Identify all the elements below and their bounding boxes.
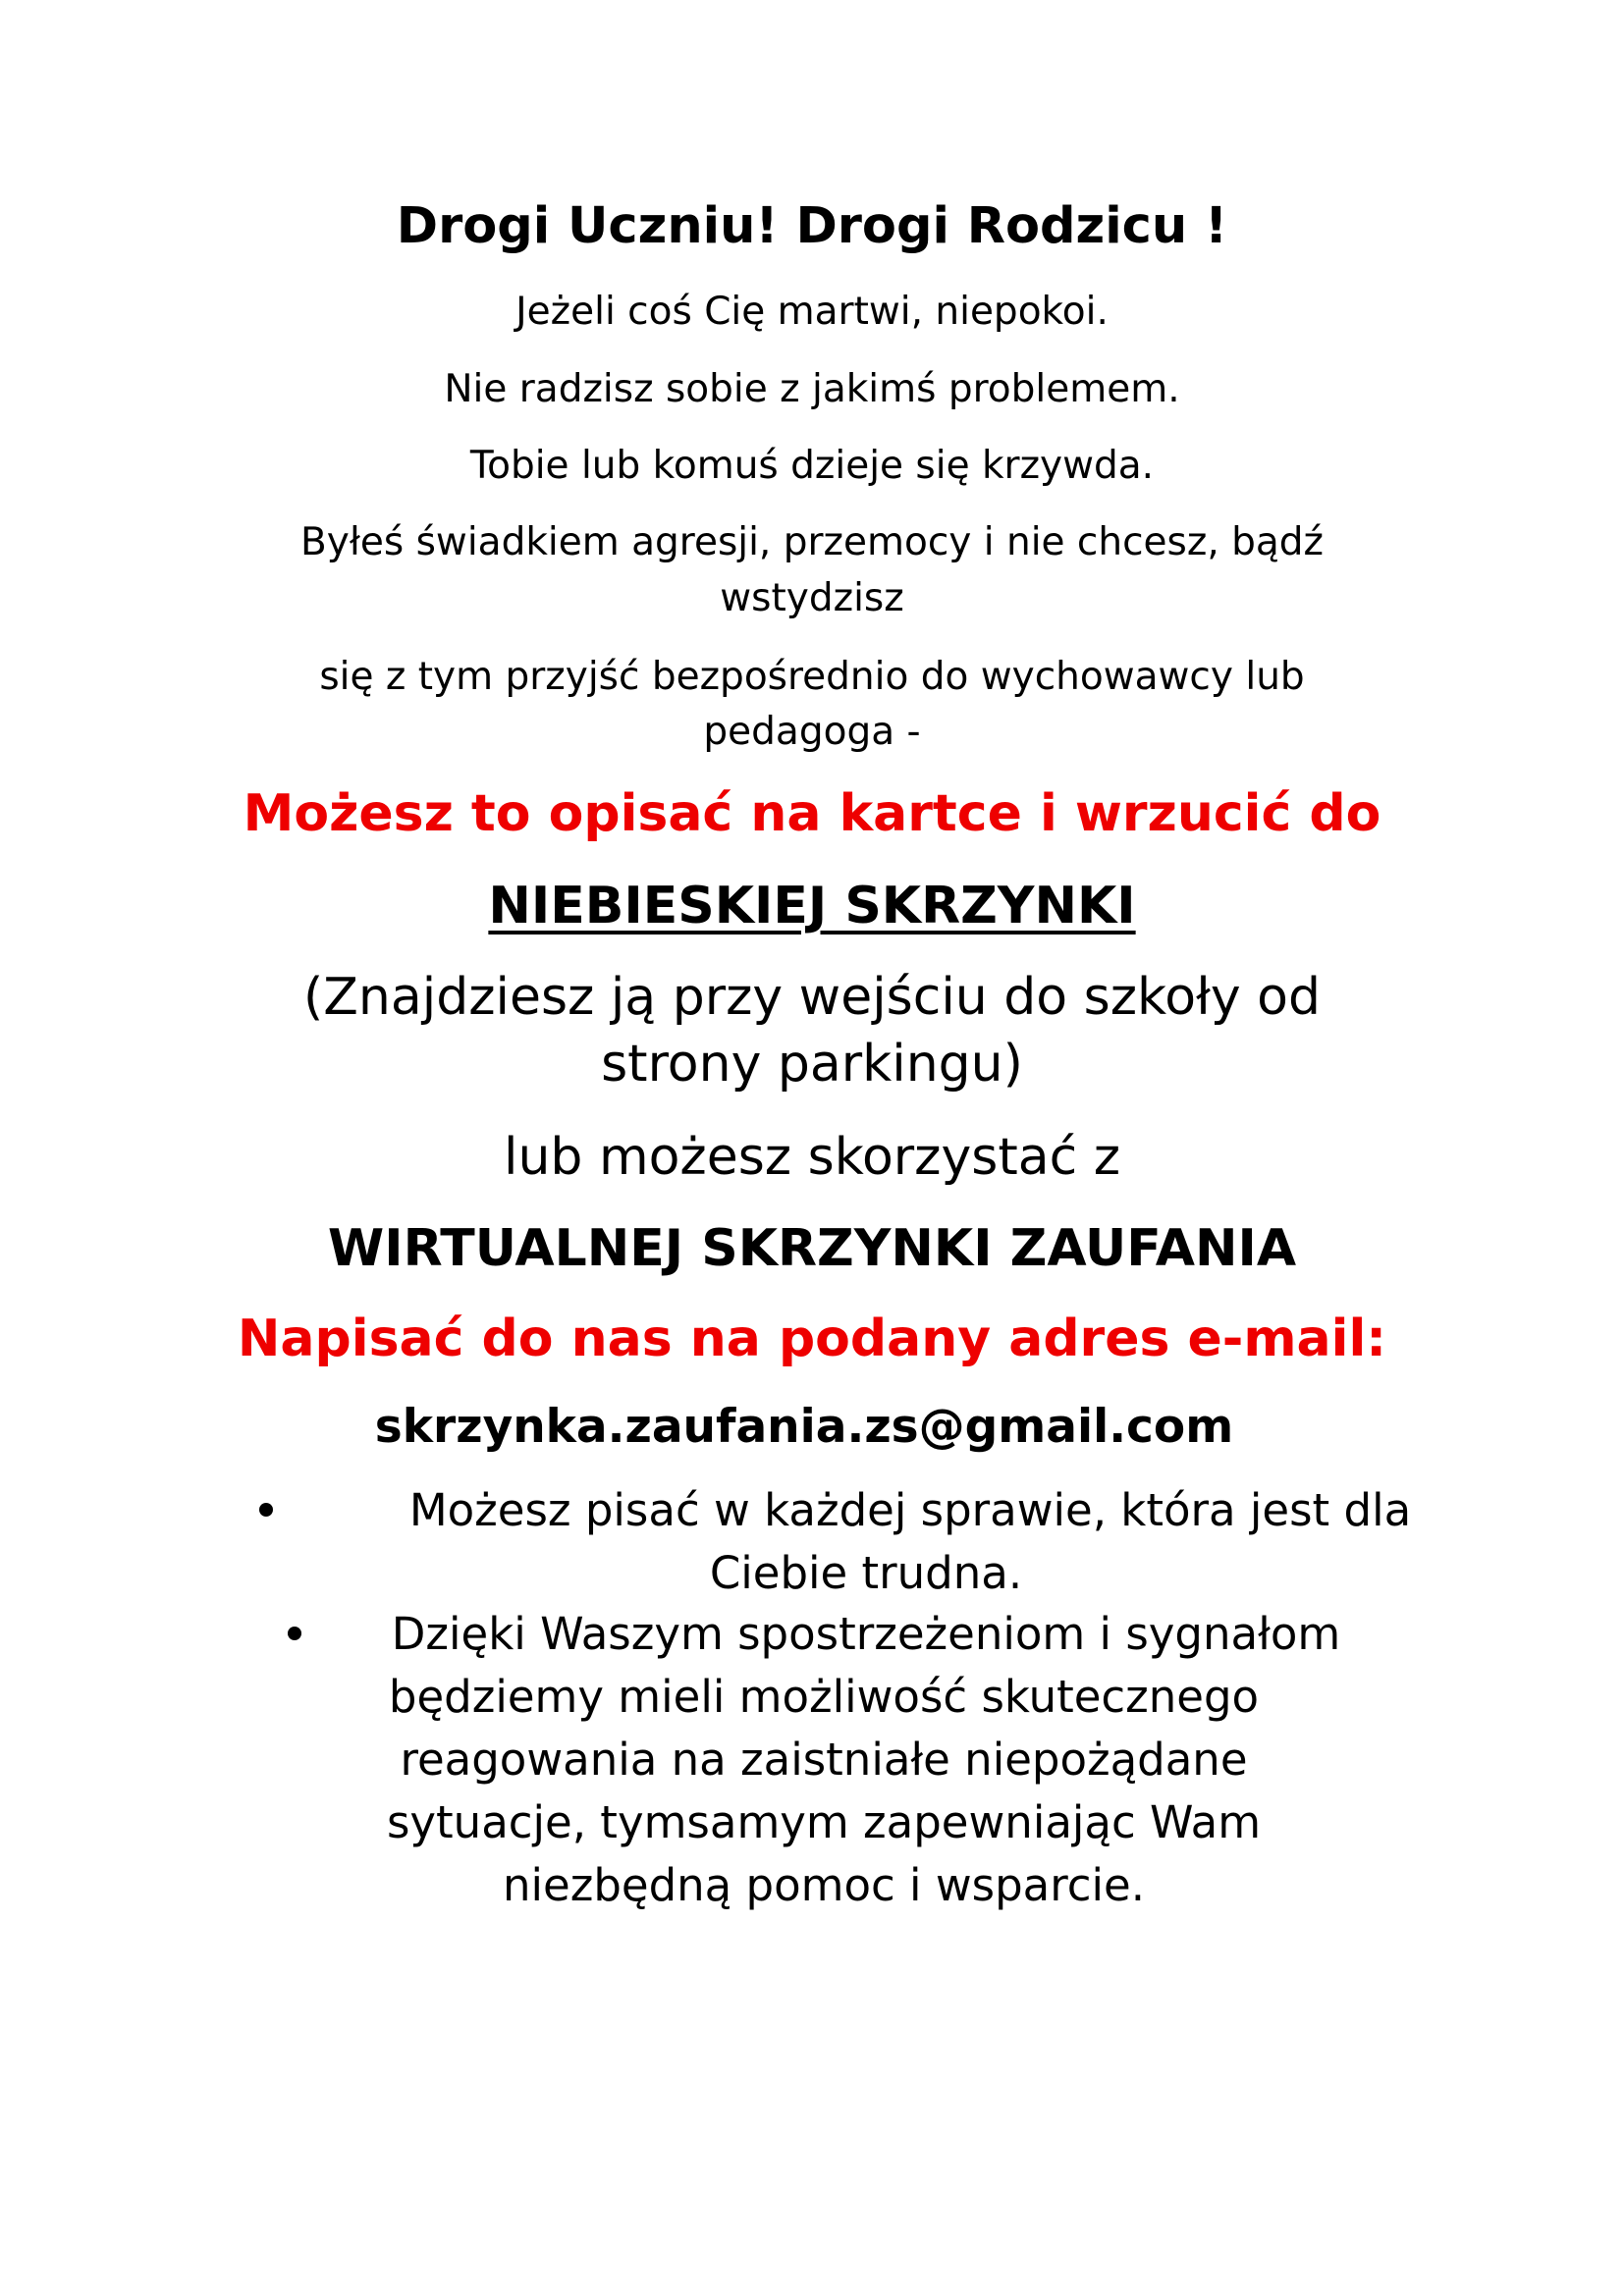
bullet-2-line-5: niezbędną pomoc i wsparcie. [503,1859,1145,1911]
write-instruction: Napisać do nas na podany adres e-mail: [237,1309,1387,1368]
location-line-a: (Znajdziesz ją przy wejściu do szkoły od [303,968,1321,1027]
email-address: skrzynka.zaufania.zs@gmail.com [374,1400,1234,1454]
intro-line-3: Tobie lub komuś dzieje się krzywda. [469,444,1155,488]
virtual-box-name: WIRTUALNEJ SKRZYNKI ZAUFANIA [327,1219,1297,1278]
describe-instruction: Możesz to opisać na kartce i wrzucić do [243,784,1381,843]
bullet-2-line-2: będziemy mieli możliwość skutecznego [388,1671,1260,1723]
or-use-line: lub możesz skorzystać z [504,1128,1120,1187]
bullet-2-line-1: Dzięki Waszym spostrzeżeniom i sygnałom [391,1608,1341,1660]
bullet-1-line-1: Możesz pisać w każdej sprawie, która jest dla [408,1484,1412,1536]
intro-line-1: Jeżeli coś Cię martwi, niepokoi. [515,290,1109,334]
intro-line-5b: pedagoga - [703,710,921,754]
intro-line-2: Nie radzisz sobie z jakimś problemem. [444,367,1180,411]
intro-line-4b: wstydzisz [720,576,904,620]
intro-line-4a: Byłeś świadkiem agresji, przemocy i nie chcesz, bądź [299,520,1324,564]
intro-line-5a: się z tym przyjść bezpośrednio do wychowawcy lub [319,655,1305,699]
bullet-2-line-3: reagowania na zaistniałe niepożądane [400,1734,1248,1786]
page-title: Drogi Uczniu! Drogi Rodzicu ! [396,197,1228,255]
bullet-1-line-2: Ciebie trudna. [709,1547,1023,1599]
location-line-b: strony parkingu) [601,1035,1023,1094]
bullet-2-line-4: sytuacje, tymsamym zapewniając Wam [386,1796,1262,1848]
blue-box-name: NIEBIESKIEJ SKRZYNKI [488,877,1136,935]
